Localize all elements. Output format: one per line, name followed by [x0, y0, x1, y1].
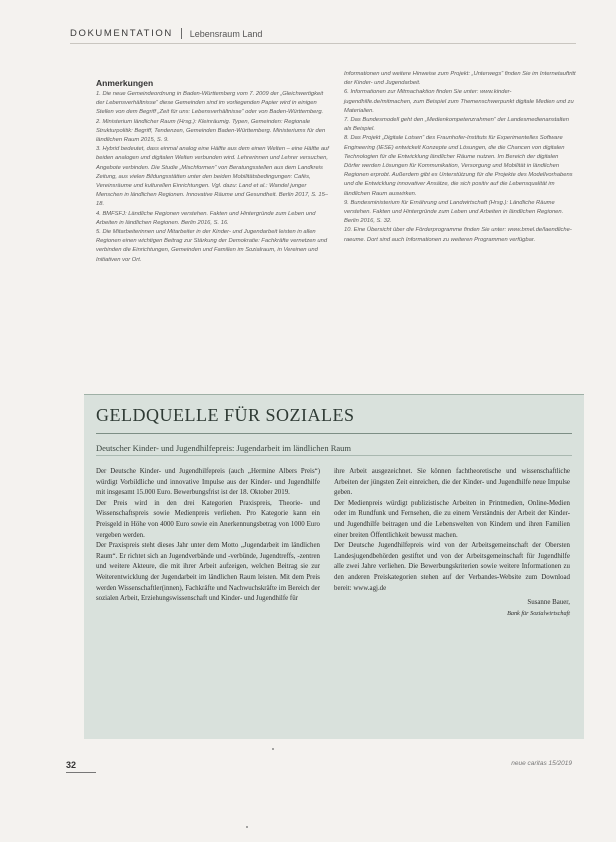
notes-column-right [344, 70, 576, 245]
section-kicker: DOKUMENTATION [70, 28, 173, 39]
box-subtitle-rule [96, 455, 572, 456]
header-divider [181, 28, 182, 39]
box-paragraph: Der Deutsche Kinder- und Jugendhilfepreis (auch „Hermine Albers Preis“) würdigt Vorbildliche und innovative Impulse aus der Kinder- und Jugendhilfe mit insgesamt 15.000 Euro. Bewerbungsfrist ist der 18. Oktober 2019. [96, 468, 320, 497]
note: 3. Hybrid bedeutet, dass einmal analog eine Hälfte aus dem einen Welten – eine Hälfte auf beiden analogen und digitalen Welten verbunden wird. Lehrerinnen und Lehrer versuchen, Angebote verbinden. Die Studie „Mischformen“ von Beratungsstellen aus dem Landkreis Zeitung, aus vielen Bildungsstätten unter den beiden Mobilitätsbedingungen: Cafés, Vereinsräume und kulturellen Einrichtungen. Vgl. dazu: Land et al.: Wandel junger Menschen in ländlichen Regionen. Innovative Räume und Gesundheit. Berlin 2017, S. 15–18. [96, 146, 329, 208]
box-paragraph: Der Preis wird in den drei Kategorien Praxispreis, Theorie- und Wissenschaftspreis sowie Medienpreis verliehen. Pro Kategorie kann ein Preisgeld in Höhe von 4000 Euro sowie ein Anerkennungsbetrag von 1000 Euro vergeben werden. [96, 499, 320, 539]
note: 9. Bundesministerium für Ernährung und Landwirtschaft (Hrsg.): Ländliche Räume verstehen. Fakten und Hintergründe zum Leben und Arbeiten in ländlichen Regionen. Berlin 2016, S. 32. [344, 199, 564, 225]
author-affiliation: Bank für Sozialwirtschaft [507, 609, 570, 617]
print-speck [246, 826, 248, 828]
note: 6. Informationen zur Mitmachaktion finden Sie unter: www.kinder-jugendhilfe.de/mitmachen, zum Beispiel zum Themenschwerpunkt digitale Medien und zu Materialien. [344, 89, 574, 114]
footer-rule [66, 772, 96, 773]
notes-heading: Anmerkungen [96, 78, 154, 88]
section-name: Lebensraum Land [189, 28, 263, 39]
note: Informationen und weitere Hinweise zum Projekt: „Unterwegs“ finden Sie im Internetauftritt der Kinder- und Jugendarbeit. [344, 71, 576, 87]
box-paragraph: ihre Arbeit ausgezeichnet. Sie können fachtheoretische und wissenschaftliche Arbeiten der jüngsten Zeit einreichen, die der Kinder- und Jugendhilfe neue Impulse geben. [334, 468, 570, 497]
note: 2. Ministerium ländlicher Raum (Hrsg.): Kleinräumig. Typen, Gemeinden: Regionale Strukturpolitik: Begriff, Tendenzen, Gemeinden Baden-Württemberg. Ministeriums für den ländlichen Raum 2015, S. 9. [96, 118, 326, 144]
note: 5. Die Mitarbeiterinnen und Mitarbeiter in der Kinder- und Jugendarbeit leisten in allen Regionen einen wichtigen Beitrag zur Stärkung der Demokratie: Fachkräfte vernetzen und verbinden die Einrichtungen, Gemeinden und Familien im Sozialraum, in Vereinen und Initiativen vor Ort. [96, 229, 328, 263]
header-rule [70, 43, 576, 44]
info-box [84, 394, 584, 739]
note: 10. Eine Übersicht über die Förderprogramme finden Sie unter: www.bmel.de/laendliche-raeume. Dort sind auch Informationen zu weiteren Programmen verfügbar. [344, 227, 572, 243]
box-paragraph: Der Medienpreis würdigt publizistische Arbeiten in Printmedien, Online-Medien oder im Rundfunk und Fernsehen, die zu einem Verständnis der Arbeit der Kinder- und Jugendhilfe beitragen und die Lebenswelten von Kindern und ihren Familien einer breiten Öffentlichkeit bewusst machen. [334, 499, 570, 539]
box-column-left [96, 467, 320, 605]
box-title: GELDQUELLE FÜR SOZIALES [96, 405, 355, 425]
page-number: 32 [66, 760, 77, 770]
note: 1. Die neue Gemeindeordnung in Baden-Württemberg vom 7. 2009 der „Gleichwertigkeit der Lebensverhältnisse“ diese Gemeinden sind im vorliegenden Papier wird in einigen Stellen von dem Begriff „Zeit für uns: Lebensverhältnisse“ oder von Baden-Württemberg. [96, 91, 324, 116]
note: 8. Das Projekt „Digitale Lotsen“ des Fraunhofer-Instituts für Experimentelles Software Engineering (IESE) entwickelt Konzepte und Lösungen, die die Chancen von digitalen Technologien für die Entwicklung ländlicher Räume nutzen. Im Bereich der digitalen Dörfer werden Lösungen für Kommunikation, Versorgung und Mobilität in ländlichen Regionen erprobt. Außerdem gibt es Unterstützung für die Projekte des Modellvorhabens und die Entwicklung innovativer Ansätze, die sich positiv auf die Lebensqualität im ländlichen Raum auswirken. [344, 135, 573, 197]
author-signature [334, 598, 570, 619]
magazine-issue: neue caritas 15/2019 [511, 760, 572, 767]
notes-column-left [96, 90, 332, 265]
box-paragraph: Der Praxispreis steht dieses Jahr unter dem Motto „Jugendarbeit im ländlichen Raum“. Er richtet sich an Jugendverbände und -verbünde, Jugendtreffs, -zentren und weitere Akteure, die mit ihrer Arbeit aufzeigen, welchen Beitrag sie zur Weiterentwicklung der Jugendarbeit im ländlichen Raum leisten. Mit dem Preis werden Wissenschaftler(innen), Fachkräfte und Nachwuchskräfte im Bereich der sozialen Arbeit, Erziehungswissenschaft und Kinder- und Jugendhilfe für [96, 542, 320, 603]
box-title-rule [96, 433, 572, 434]
box-paragraph: Der Deutsche Jugendhilfepreis wird von der Arbeitsgemeinschaft der Obersten Landesjugendbehörden gestiftet und von der Arbeitsgemeinschaft für Jugendhilfe alle zwei Jahre verliehen. Die Bewerbungskriterien sowie weitere Informationen zu den anderen Preiskategorien stehen auf der Verbandes-Website zum Download bereit: www.agj.de [334, 542, 570, 592]
page-header [70, 28, 576, 39]
box-subtitle: Deutscher Kinder- und Jugendhilfepreis: Jugendarbeit im ländlichen Raum [96, 443, 351, 453]
note: 4. BMFSFJ: Ländliche Regionen verstehen. Fakten und Hintergründe zum Leben und Arbeiten in ländlichen Regionen. Berlin 2016, S. 16. [96, 210, 316, 226]
box-column-right [334, 467, 570, 619]
author-name: Susanne Bauer, [527, 599, 570, 607]
note: 7. Das Bundesmodell geht den „Medienkompetenzrahmen“ der Landesmedienanstalten als Beispiel. [344, 117, 569, 133]
print-speck [272, 748, 274, 750]
